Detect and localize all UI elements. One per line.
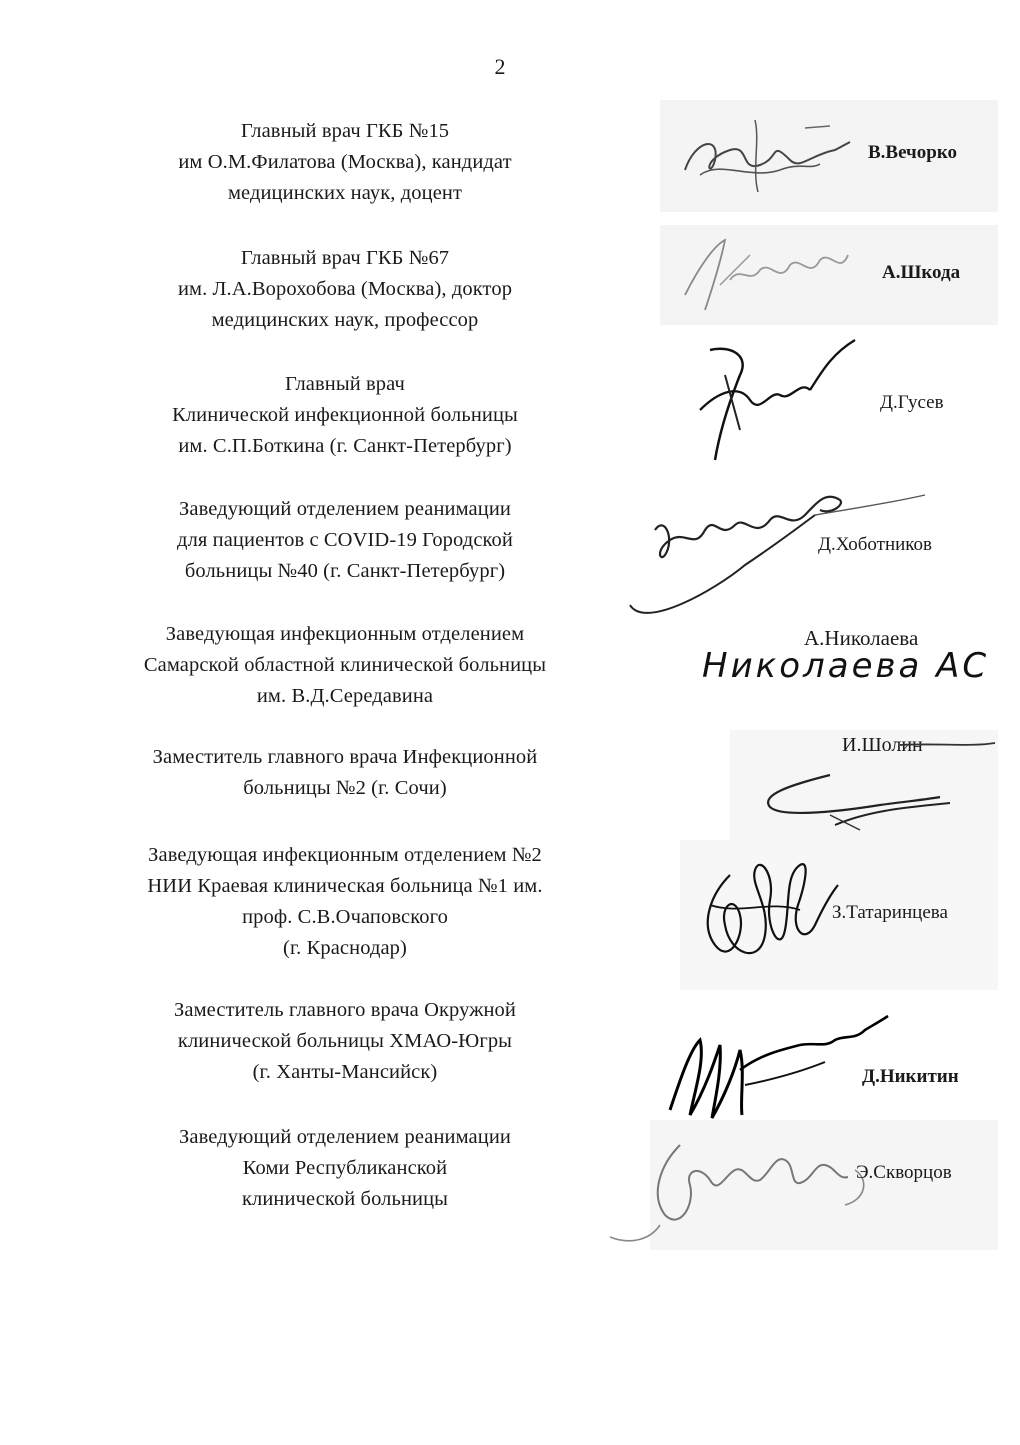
signature-image-nikitin — [650, 1000, 890, 1130]
position-line: проф. С.В.Очаповского — [242, 906, 448, 928]
signature-image-shkoda — [670, 225, 870, 325]
position-line: Самарской областной клинической больницы — [143, 654, 547, 676]
position-line: Заместитель главного врача Инфекционной — [152, 746, 538, 768]
position-line: медицинских наук, доцент — [227, 182, 463, 204]
position-line: Заведующая инфекционным отделением №2 — [148, 844, 542, 866]
position-title-7 — [100, 840, 590, 964]
position-line: Заведующий отделением реанимации — [179, 498, 511, 520]
signatory-name-5: А.Николаева — [804, 626, 919, 650]
signatory-name-2: А.Шкода — [882, 262, 961, 283]
position-line: Главный врач ГКБ №67 — [240, 247, 450, 269]
position-line: Заведующая инфекционным отделением — [165, 623, 525, 645]
signatory-name-1: В.Вечорко — [868, 142, 958, 163]
signatory-name-6: И.Шолин — [842, 734, 923, 756]
position-line: для пациентов с COVID-19 Городской — [177, 529, 513, 551]
position-line: клинической больницы — [241, 1188, 449, 1210]
page-number: 2 — [494, 54, 506, 79]
position-line: им. С.П.Боткина (г. Санкт-Петербург) — [178, 435, 512, 457]
position-line: медицинских наук, профессор — [211, 309, 479, 331]
position-line: (г. Краснодар) — [283, 937, 407, 959]
position-line: (г. Ханты-Мансийск) — [252, 1061, 438, 1083]
signatory-name-7: З.Татаринцева — [832, 902, 948, 923]
position-line: НИИ Краевая клиническая больница №1 им. — [147, 875, 543, 897]
position-title-3 — [100, 369, 590, 462]
signatory-name-4: Д.Хоботников — [818, 534, 933, 555]
signature-image-vechorko — [660, 100, 860, 215]
position-title-5 — [100, 619, 590, 712]
signatory-name-8: Д.Никитин — [862, 1066, 959, 1087]
position-line: Заместитель главного врача Окружной — [174, 999, 516, 1021]
position-line: им. Л.А.Ворохобова (Москва), доктор — [177, 278, 513, 300]
signatory-name-9: Э.Скворцов — [856, 1162, 952, 1183]
position-title-6 — [100, 742, 590, 804]
position-line: Коми Республиканской — [242, 1157, 448, 1179]
handwritten-signature-nikolaeva: Николаева АС — [702, 646, 990, 686]
position-line: Заведующий отделением реанимации — [179, 1126, 511, 1148]
position-line: Главный врач ГКБ №15 — [240, 120, 450, 142]
position-title-4 — [100, 494, 590, 587]
position-line: им. В.Д.Середавина — [256, 685, 434, 707]
signature-image-tatarintseva — [690, 845, 840, 985]
position-line: Клинической инфекционной больницы — [172, 404, 518, 426]
position-line: больницы №2 (г. Сочи) — [243, 777, 447, 799]
position-line: больницы №40 (г. Санкт-Петербург) — [184, 560, 506, 582]
signature-image-gusev — [680, 330, 880, 465]
signature-image-skvortsov — [600, 1125, 880, 1255]
position-line: клинической больницы ХМАО-Югры — [177, 1030, 513, 1052]
signature-image-sholin — [740, 735, 1000, 845]
position-title-9 — [100, 1122, 590, 1215]
position-title-2 — [100, 243, 590, 336]
position-title-1 — [100, 116, 590, 209]
position-line: им О.М.Филатова (Москва), кандидат — [178, 151, 512, 173]
position-line: Главный врач — [285, 373, 405, 395]
position-title-8 — [100, 995, 590, 1088]
signatory-name-3: Д.Гусев — [880, 392, 944, 413]
